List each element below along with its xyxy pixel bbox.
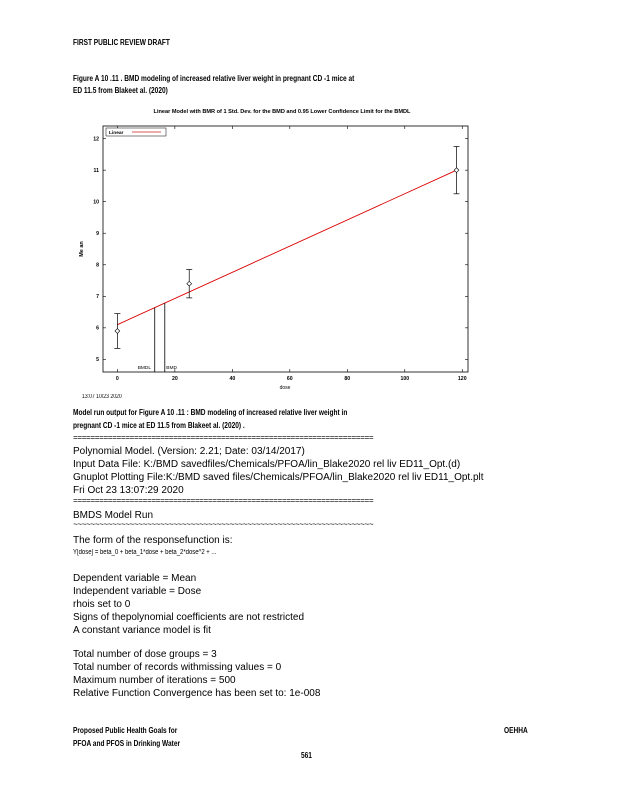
x-tick-label: 60 (286, 376, 293, 382)
footer-right: OEHHA (504, 726, 528, 735)
y-tick-label: 7 (96, 294, 99, 301)
x-axis-label: dose (279, 385, 291, 391)
chart-title: Linear Model with BMR of 1 Std. Dev. for the BMD and 0.95 Lower Confidence Limit for the BMDL (153, 109, 411, 115)
x-tick-label: 120 (457, 376, 467, 382)
separator-equals-2: ===================================================================== (73, 497, 374, 506)
y-tick-label: 12 (93, 136, 99, 143)
bmd-chart (72, 104, 492, 394)
x-tick-label: 0 (115, 376, 119, 382)
page-header: FIRST PUBLIC REVIEW DRAFT (73, 38, 170, 47)
y-axis-label: Me an (79, 241, 85, 257)
separator-tilde: ~~~~~~~~~~~~~~~~~~~~~~~~~~~~~~~~~~~~~~~~~~~~~~~~~~~~~~~~~~~~~~~~~~~~~ (73, 521, 374, 530)
model-info-line4: Fri Oct 23 13:07:29 2020 (73, 485, 184, 496)
y-tick-label: 11 (93, 167, 99, 174)
settings-line4: Signs of thepolynomial coefficients are not restricted (73, 612, 305, 623)
totals-line1: Total number of dose groups = 3 (73, 649, 217, 660)
model-info-line2: Input Data File: K:/BMD savedfiles/Chemicals/PFOA/lin_Blake2020 rel liv ED11_Opt.(d) (73, 459, 461, 470)
data-point (115, 329, 120, 334)
x-tick-label: 100 (400, 376, 410, 382)
x-tick-label: 80 (344, 376, 351, 382)
response-formula: Y[dose] = beta_0 + beta_1*dose + beta_2*dose^2 + ... (73, 549, 217, 556)
chart-timestamp: 13:07 10/23 2020 (82, 394, 122, 400)
totals-line2: Total number of records withmissing values = 0 (73, 662, 282, 673)
x-tick-label: 20 (171, 376, 178, 382)
output-caption-line2: pregnant CD -1 mice at ED 11.5 from Blakeet al. (2020) . (73, 421, 245, 430)
separator-equals-1: ===================================================================== (73, 434, 374, 443)
y-tick-label: 5 (96, 357, 99, 364)
y-tick-label: 8 (96, 262, 99, 269)
settings-line2: Independent variable = Dose (73, 586, 202, 597)
footer-left-line2: PFOA and PFOS in Drinking Water (73, 739, 181, 748)
plot-frame (103, 126, 468, 372)
bmdl-label: BMDL (137, 366, 152, 371)
run-title: BMDS Model Run (73, 510, 154, 521)
bmd-label: BMD (166, 366, 177, 371)
settings-line1: Dependent variable = Mean (73, 573, 197, 584)
settings-line5: A constant variance model is fit (73, 625, 211, 636)
figure-caption-line2: ED 11.5 from Blakeet al. (2020) (73, 86, 168, 95)
y-tick-label: 10 (93, 199, 99, 206)
footer-left-line1: Proposed Public Health Goals for (73, 726, 178, 735)
x-tick-label: 40 (229, 376, 236, 382)
response-line1: The form of the responsefunction is: (73, 535, 233, 546)
linear-fit-line (117, 170, 456, 325)
y-tick-label: 9 (96, 231, 99, 238)
totals-line4: Relative Function Convergence has been set to: 1e-008 (73, 688, 321, 699)
model-info-line1: Polynomial Model. (Version: 2.21; Date: 03/14/2017) (73, 446, 305, 457)
figure-caption-line1: Figure A 10 .11 . BMD modeling of increased relative liver weight in pregnant CD -1 mice at (73, 74, 355, 83)
legend-label: Linear (109, 131, 124, 136)
legend (106, 128, 166, 136)
settings-line3: rhois set to 0 (73, 599, 131, 610)
page-number: 561 (301, 751, 312, 760)
data-point (187, 281, 192, 286)
data-point (454, 168, 459, 173)
totals-line3: Maximum number of iterations = 500 (73, 675, 236, 686)
output-caption-line1: Model run output for Figure A 10 .11 : BMD modeling of increased relative liver weight in (73, 408, 348, 417)
model-info-line3: Gnuplot Plotting File:K:/BMD saved files/Chemicals/PFOA/lin_Blake2020 rel liv ED11_Opt.plt (73, 472, 484, 483)
y-tick-label: 6 (96, 325, 99, 332)
